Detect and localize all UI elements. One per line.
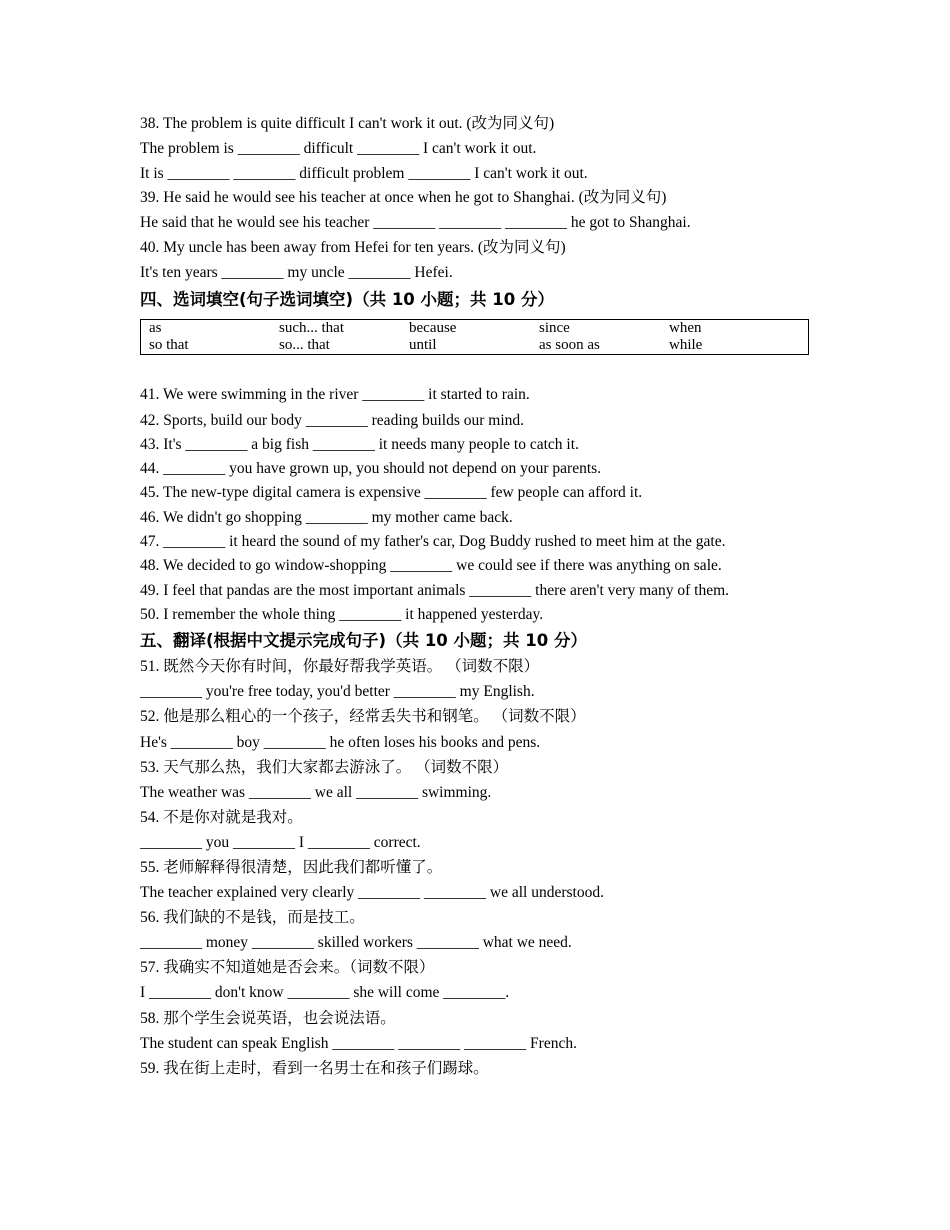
answer-line: The student can speak English ________ ________ ________ French. — [140, 1034, 577, 1052]
question-58: 58. 那个学生会说英语，也会说法语。 — [140, 1009, 396, 1027]
question-56: 56. 我们缺的不是钱，而是技工。 — [140, 909, 365, 927]
answer-line: The weather was ________ we all ________ swimming. — [140, 783, 492, 801]
question-44: 44. ________ you have grown up, you should not depend on your parents. — [140, 460, 602, 478]
answer-line: He's ________ boy ________ he often loses his books and pens. — [140, 733, 541, 751]
question-45: 45. The new-type digital camera is expensive ________ few people can afford it. — [140, 484, 643, 502]
answer-line: ________ money ________ skilled workers ________ what we need. — [140, 934, 572, 952]
answer-line: The teacher explained very clearly ________ ________ we all understood. — [140, 884, 604, 902]
word-option: so that — [149, 336, 189, 353]
question-39: 39. He said he would see his teacher at once when he got to Shanghai. (改为同义句) — [140, 189, 667, 207]
section4-heading: 四、选词填空(句子选词填空)（共 10 小题；共 10 分） — [140, 289, 554, 309]
word-option: such... that — [279, 319, 344, 336]
question-52: 52. 他是那么粗心的一个孩子，经常丢失书和钢笔。 （词数不限） — [140, 708, 586, 726]
question-41: 41. We were swimming in the river ________ it started to rain. — [140, 385, 530, 403]
question-43: 43. It's ________ a big fish ________ it needs many people to catch it. — [140, 435, 579, 453]
question-38: 38. The problem is quite difficult I can't work it out. (改为同义句) — [140, 115, 555, 132]
section4-questions — [140, 381, 812, 628]
section5-lines — [140, 654, 812, 1081]
worksheet-page — [140, 112, 812, 1081]
question-40: 40. My uncle has been away from Hefei for ten years. (改为同义句) — [140, 238, 566, 256]
question-53: 53. 天气那么热，我们大家都去游泳了。 （词数不限） — [140, 758, 509, 776]
question-54: 54. 不是你对就是我对。 — [140, 808, 303, 826]
word-option: so... that — [279, 336, 330, 353]
word-option: because — [409, 319, 457, 336]
question-42: 42. Sports, build our body ________ reading builds our mind. — [140, 411, 525, 429]
spacer — [140, 355, 812, 381]
answer-line: I ________ don't know ________ she will come ________. — [140, 984, 510, 1002]
word-option: until — [409, 336, 437, 353]
word-option: as — [149, 319, 162, 336]
question-57: 57. 我确实不知道她是否会来。（词数不限） — [140, 959, 435, 977]
word-option: when — [669, 319, 702, 336]
word-option: since — [539, 319, 570, 336]
question-47: 47. ________ it heard the sound of my father's car, Dog Buddy rushed to meet him at the gate. — [140, 533, 726, 551]
question-48: 48. We decided to go window-shopping ________ we could see if there was anything on sale. — [140, 557, 722, 575]
answer-line: ________ you ________ I ________ correct. — [140, 833, 421, 851]
question-55: 55. 老师解释得很清楚，因此我们都听懂了。 — [140, 859, 443, 876]
word-option: while — [669, 336, 703, 353]
question-59: 59. 我在街上走时，看到一名男士在和孩子们踢球。 — [140, 1059, 489, 1077]
word-option: as soon as — [539, 336, 600, 353]
answer-line: The problem is ________ difficult ________ I can't work it out. — [140, 139, 537, 157]
answer-line: ________ you're free today, you'd better ________ my English. — [140, 683, 535, 701]
section5-heading: 五、翻译(根据中文提示完成句子)（共 10 小题；共 10 分） — [140, 631, 587, 651]
word-box — [140, 319, 809, 355]
answer-line: It is ________ ________ difficult problem ________ I can't work it out. — [140, 164, 588, 182]
answer-line: He said that he would see his teacher ________ ________ ________ he got to Shanghai. — [140, 214, 691, 232]
answer-line: It's ten years ________ my uncle ________ Hefei. — [140, 263, 453, 281]
section3-tail — [140, 112, 812, 286]
question-46: 46. We didn't go shopping ________ my mother came back. — [140, 508, 513, 526]
question-50: 50. I remember the whole thing ________ it happened yesterday. — [140, 605, 544, 623]
question-49: 49. I feel that pandas are the most important animals ________ there aren't very many of them. — [140, 581, 730, 599]
question-51: 51. 既然今天你有时间，你最好帮我学英语。 （词数不限） — [140, 658, 540, 676]
